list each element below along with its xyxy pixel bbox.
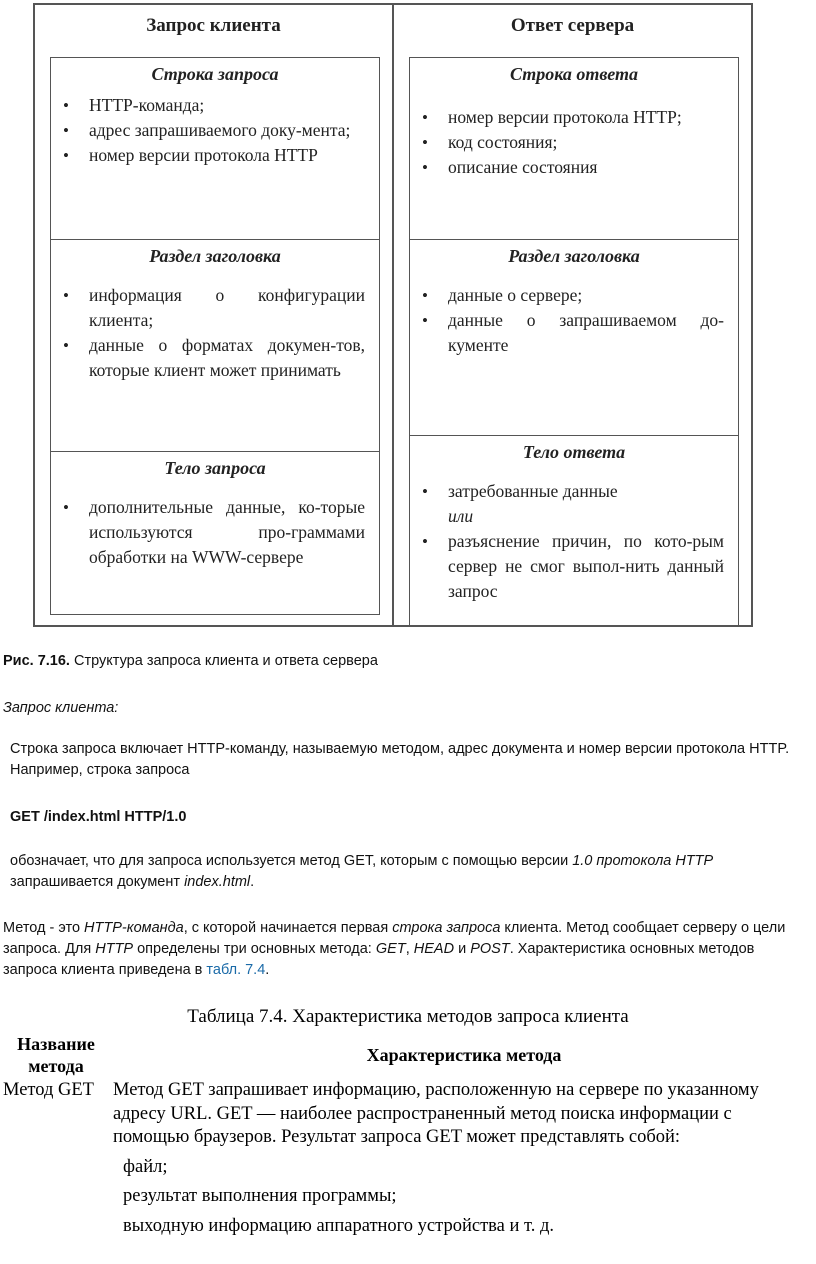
response-body-section [410, 435, 738, 626]
list-item: • дополнительные данные, ко-торые используются про-граммами обработки на WWW-сервере [51, 495, 365, 570]
list-item: • номер версии протокола HTTP; [410, 105, 724, 130]
figure-divider [392, 5, 394, 625]
list-item: • описание состояния [410, 155, 724, 180]
list-item: • HTTP-команда; [51, 93, 365, 118]
server-response-panel [409, 57, 739, 627]
text-run-italic: POST [470, 941, 510, 957]
list-item: • адрес запрашиваемого доку-мента; [51, 118, 365, 143]
request-body-section [51, 451, 379, 614]
request-header-section [51, 239, 379, 451]
figure-right-title: Ответ сервера [510, 15, 635, 36]
table-header-method-name: Название метода [17, 1034, 95, 1076]
text-run: определены три основных метода: [133, 941, 376, 957]
result-item: результат выполнения программы; [123, 1186, 397, 1206]
method-description-text: Метод GET запрашивает информацию, расположенную на сервере по указанному адресу URL. GET — наиболее распространенный метод поиска информации с помощью браузеров. Результат запроса GET может представлять собой: [113, 1080, 759, 1147]
text-run: запрашивается документ [10, 874, 185, 890]
request-line-paragraph: Строка запроса включает HTTP-команду, называемую методом, адрес документа и номер версии протокола HTTP. Например, строка запроса [10, 741, 790, 778]
or-label: или [448, 506, 474, 526]
request-heading: Запрос клиента: [3, 700, 119, 716]
table-header-method-description: Характеристика метода [366, 1045, 562, 1065]
table-7-4-link[interactable]: табл. 7.4 [206, 962, 266, 978]
code-example: GET /index.html HTTP/1.0 [10, 809, 187, 825]
text-run: , [405, 941, 414, 957]
text-run-italic: 1.0 протокола HTTP [572, 853, 714, 869]
list-item: • код состояния; [410, 130, 724, 155]
method-paragraph [3, 918, 811, 981]
text-run-italic: HEAD [413, 941, 455, 957]
example-explanation-paragraph [10, 851, 800, 893]
request-line-section [51, 58, 379, 239]
list-item: • данные о форматах докумен-тов, которые клиент может принимать [51, 333, 365, 383]
figure-request-response [33, 3, 753, 627]
text-run: , с которой начинается первая [183, 920, 393, 936]
client-request-panel [50, 57, 380, 615]
response-line-section [410, 58, 738, 239]
section-title: Раздел заголовка [149, 246, 281, 266]
text-run-italic: HTTP-команда [84, 920, 184, 936]
section-title: Раздел заголовка [508, 246, 640, 266]
table-cell-method-description [113, 1079, 803, 1238]
text-run: обозначает, что для запроса используется метод GET, которым с помощью версии [10, 853, 573, 869]
text-run: и [454, 941, 471, 957]
text-run-italic: index.html [184, 874, 251, 890]
figure-left-title: Запрос клиента [146, 15, 281, 36]
caption-text: Структура запроса клиента и ответа сервера [69, 653, 378, 669]
response-header-section [410, 239, 738, 435]
list-item: • данные о сервере; [410, 283, 724, 308]
result-item: файл; [123, 1156, 168, 1177]
text-run-italic: GET [375, 941, 406, 957]
text-run: . [265, 962, 270, 978]
text-run: Метод - это [3, 920, 85, 936]
text-run: клиента. Метод сообщает серверу о цели запроса. Для [3, 920, 786, 957]
list-item: • разъяснение причин, по кото-рым сервер не смог выпол-нить данный запрос [410, 529, 724, 604]
list-item: • информация о конфигурации клиента; [51, 283, 365, 333]
section-title: Тело ответа [522, 442, 626, 462]
figure-caption [3, 651, 378, 672]
text-run-italic: строка запроса [392, 920, 501, 936]
section-title: Строка запроса [151, 64, 279, 84]
list-item: • номер версии протокола HTTP [51, 143, 365, 168]
list-item: • затребованные данные [410, 479, 724, 504]
list-item: • данные о запрашиваемом до-кументе [410, 308, 724, 358]
text-run: . Характеристика основных методов запроса клиента приведена в [3, 941, 755, 978]
table-cell-method-name: Метод GET [3, 1080, 94, 1100]
result-item: выходную информацию аппаратного устройства и т. д. [123, 1215, 554, 1236]
text-run-italic: HTTP [95, 941, 134, 957]
caption-label: Рис. 7.16. [3, 653, 70, 669]
table-title: Таблица 7.4. Характеристика методов запроса клиента [187, 1006, 629, 1027]
section-title: Тело запроса [164, 458, 266, 478]
section-title: Строка ответа [509, 64, 638, 84]
text-run: . [250, 874, 255, 890]
